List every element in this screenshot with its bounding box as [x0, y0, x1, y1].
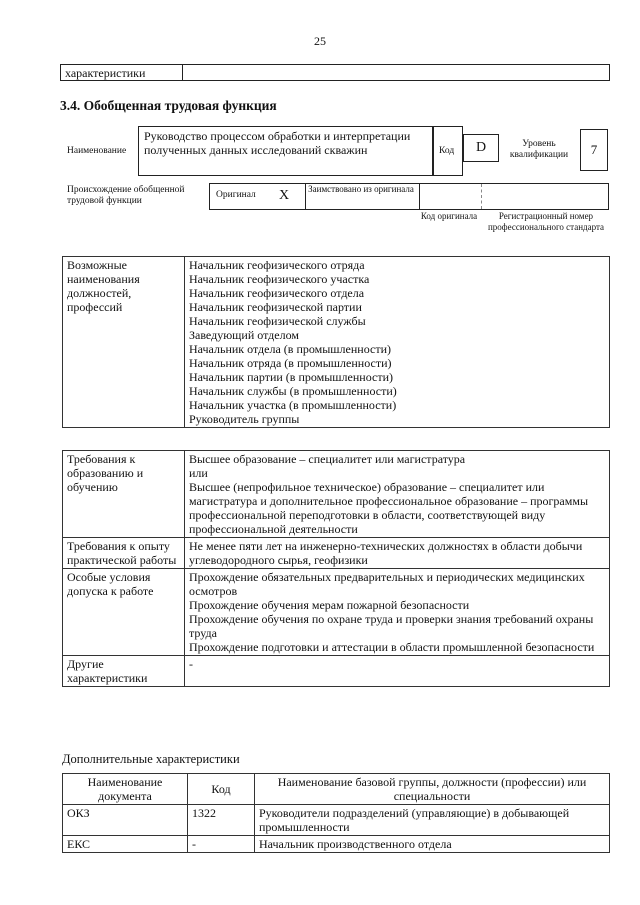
table-row — [63, 805, 610, 836]
additional-table — [62, 773, 610, 853]
position-item: Начальник отдела (в промышленности) — [189, 342, 391, 356]
additional-cell-name: Руководители подразделений (управляющие) в добывающей промышленности — [255, 805, 610, 836]
conditions-row — [63, 569, 610, 656]
position-item: Начальник партии (в промышленности) — [189, 370, 393, 384]
top-row — [60, 64, 610, 81]
positions-label: Возможные наименования должностей, профессий — [63, 257, 185, 428]
position-item: Начальник отряда (в промышленности) — [189, 356, 392, 370]
experience-label: Требования к опыту практической работы — [63, 538, 185, 569]
additional-header-row — [63, 774, 610, 805]
name-box — [138, 126, 433, 176]
condition-line: Прохождение подготовки и аттестации в области промышленной безопасности — [189, 640, 595, 654]
reg-number-label: Регистрационный номер профессионального стандарта — [487, 211, 605, 232]
additional-header-doc: Наименование документа — [63, 774, 188, 805]
conditions-label: Особые условия допуска к работе — [63, 569, 185, 656]
experience-row — [63, 538, 610, 569]
additional-title: Дополнительные характеристики — [62, 752, 240, 766]
borrowed-label: Заимствовано из оригинала — [308, 184, 414, 194]
additional-cell-code: 1322 — [188, 805, 255, 836]
condition-line: Прохождение обучения по охране труда и проверки знания требований охраны труда — [189, 612, 594, 640]
section-title: 3.4. Обобщенная трудовая функция — [60, 98, 277, 113]
position-item: Начальник геофизической партии — [189, 300, 362, 314]
level-value: 7 — [590, 142, 598, 157]
education-line: Высшее образование – специалитет или магистратура — [189, 452, 466, 466]
additional-cell-code: - — [188, 836, 255, 853]
position-item: Начальник геофизического участка — [189, 272, 370, 286]
code-value: D — [475, 140, 487, 155]
experience-text: Не менее пяти лет на инженерно-технических должностях в области добычи углеводородного сырья, геофизики — [185, 538, 610, 569]
position-item: Начальник геофизического отряда — [189, 258, 365, 272]
origin-label: Происхождение обобщенной трудовой функции — [67, 185, 185, 206]
positions-table — [62, 256, 610, 428]
education-line: или — [189, 466, 208, 480]
position-item: Начальник геофизического отдела — [189, 286, 365, 300]
code-value-box — [463, 134, 499, 162]
name-label: Наименование — [67, 146, 127, 156]
table-row — [63, 836, 610, 853]
other-label: Другие характеристики — [63, 656, 185, 687]
additional-cell-doc: ОКЗ — [63, 805, 188, 836]
additional-header-name: Наименование базовой группы, должности (профессии) или специальности — [255, 774, 610, 805]
original-mark: X — [279, 188, 290, 203]
additional-header-code: Код — [188, 774, 255, 805]
other-row — [63, 656, 610, 687]
position-item: Начальник участка (в промышленности) — [189, 398, 397, 412]
additional-cell-name: Начальник производственного отдела — [255, 836, 610, 853]
positions-list — [185, 257, 610, 428]
page-number: 25 — [314, 34, 326, 48]
name-value: Руководство процессом обработки и интерпретации полученных данных исследований скважин — [144, 129, 411, 157]
level-label: Уровень квалификации — [509, 139, 569, 160]
additional-cell-doc: ЕКС — [63, 836, 188, 853]
level-value-box — [580, 129, 608, 171]
condition-line: Прохождение обязательных предварительных и периодических медицинских осмотров — [189, 570, 585, 598]
condition-line: Прохождение обучения мерам пожарной безопасности — [189, 598, 470, 612]
education-label: Требования к образованию и обучению — [63, 451, 185, 538]
position-item: Начальник службы (в промышленности) — [189, 384, 397, 398]
other-value: - — [185, 656, 610, 687]
code-label: Код — [439, 146, 455, 156]
original-label: Оригинал — [216, 190, 256, 200]
requirements-table — [62, 450, 610, 687]
code-original-label: Код оригинала — [420, 211, 478, 221]
top-row-label: характеристики — [65, 66, 146, 80]
position-item: Руководитель группы — [189, 412, 300, 426]
education-row — [63, 451, 610, 538]
position-item: Заведующий отделом — [189, 328, 299, 342]
education-line: Высшее (непрофильное техническое) образование – специалитет или магистратура и дополнительное профессиональное образование – программы профессиональной переподготовки в области, соответствующей виду профессиональной деятельности — [189, 480, 589, 536]
position-item: Начальник геофизической службы — [189, 314, 366, 328]
